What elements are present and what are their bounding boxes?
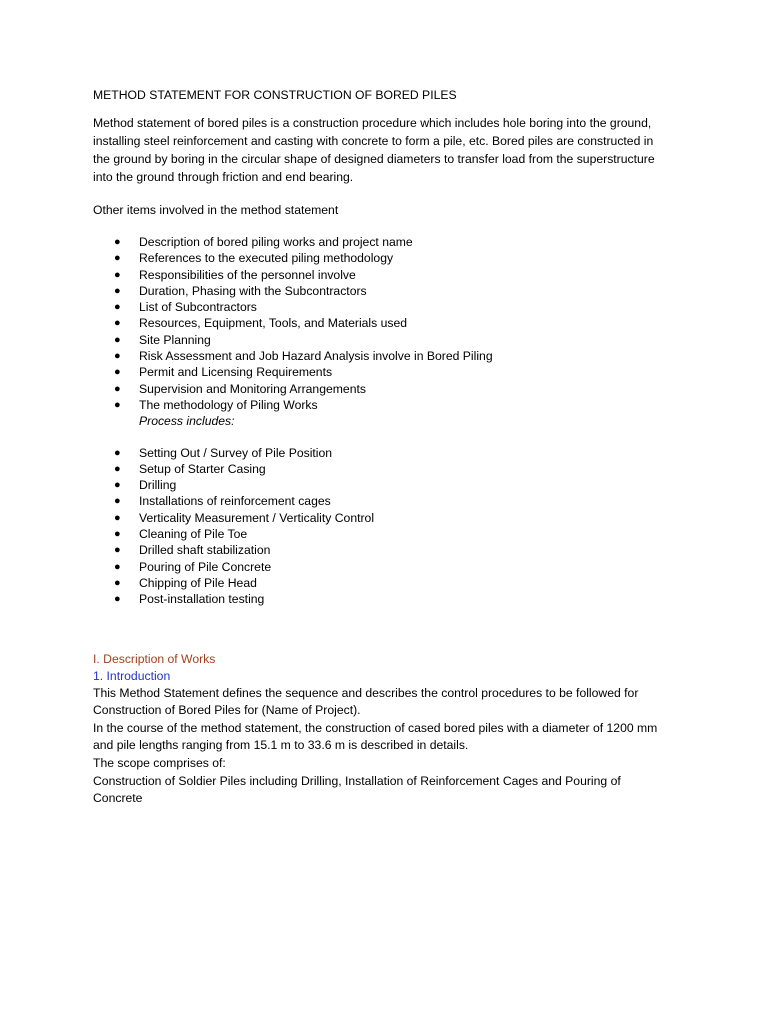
process-item	[93, 575, 673, 591]
other-items-item-text: Site Planning	[139, 332, 211, 347]
bullet-icon: ●	[114, 398, 121, 411]
other-items-item-text: Description of bored piling works and project name	[139, 235, 413, 249]
process-item-text: Setting Out / Survey of Pile Position	[139, 445, 333, 460]
section-heading-description-of-works: I. Description of Works	[93, 651, 216, 666]
process-item	[93, 559, 673, 575]
process-item-text: Post-installation testing	[139, 592, 265, 607]
other-items-item	[93, 234, 673, 250]
bullet-icon: ●	[114, 511, 121, 524]
subsection-heading-introduction: 1. Introduction	[93, 668, 171, 683]
introduction-text	[93, 685, 673, 808]
process-item-text: Drilled shaft stabilization	[139, 543, 271, 558]
other-items-item-text: The methodology of Piling Works	[139, 397, 318, 412]
other-items-item	[93, 381, 673, 397]
other-items-item	[93, 250, 673, 266]
bullet-icon: ●	[114, 382, 121, 395]
process-item	[93, 461, 673, 477]
other-items-item	[93, 299, 673, 315]
process-item	[93, 591, 673, 607]
process-item-text: Verticality Measurement / Verticality Control	[139, 510, 375, 525]
process-item-text: Chipping of Pile Head	[139, 575, 257, 590]
other-items-item	[93, 315, 673, 331]
bullet-icon: ●	[114, 333, 121, 346]
bullet-icon: ●	[114, 350, 121, 363]
bullet-icon: ●	[114, 560, 121, 573]
introduction-paragraph: Construction of Soldier Piles including Drilling, Installation of Reinforcement Cages and Pouring of Concrete	[93, 773, 621, 806]
other-items-item-text: List of Subcontractors	[139, 300, 257, 315]
other-items-item-text: Resources, Equipment, Tools, and Materials used	[139, 316, 408, 331]
process-note: Process includes:	[139, 414, 235, 429]
other-items-item-text: Supervision and Monitoring Arrangements	[139, 381, 366, 396]
other-items-item	[93, 332, 673, 348]
other-items-item	[93, 267, 673, 283]
introduction-paragraph: In the course of the method statement, the construction of cased bored piles with a diameter of 1200 mm and pile lengths ranging from 15.1 m to 33.6 m is described in details.	[93, 720, 658, 753]
other-items-item	[93, 364, 673, 380]
bullet-icon: ●	[114, 366, 121, 379]
other-items-item-text: Risk Assessment and Job Hazard Analysis involve in Bored Piling	[139, 349, 493, 364]
bullet-icon: ●	[114, 495, 121, 508]
other-items-item	[93, 397, 673, 413]
other-items-item-text: References to the executed piling methodology	[139, 251, 394, 266]
bullet-icon: ●	[114, 528, 121, 541]
process-item	[93, 477, 673, 493]
process-item-text: Cleaning of Pile Toe	[139, 527, 248, 542]
other-items-item-text: Duration, Phasing with the Subcontractors	[139, 283, 367, 298]
process-item-text: Setup of Starter Casing	[139, 461, 266, 476]
bullet-icon: ●	[114, 252, 121, 265]
document-content	[93, 86, 673, 808]
other-items-list	[93, 234, 673, 413]
introduction-paragraph: This Method Statement defines the sequence and describes the control procedures to be followed for Construction of Bored Piles for (Name of Project).	[93, 685, 639, 718]
bullet-icon: ●	[114, 301, 121, 314]
process-item	[93, 526, 673, 542]
process-item	[93, 542, 673, 558]
other-items-heading: Other items involved in the method statement	[93, 203, 339, 217]
process-item-text: Drilling	[139, 478, 177, 493]
bullet-icon: ●	[114, 446, 121, 459]
process-item	[93, 445, 673, 461]
process-item	[93, 493, 673, 509]
intro-paragraph: Method statement of bored piles is a construction procedure which includes hole boring into the ground, installing steel reinforcement and casting with concrete to form a pile, etc. Bored piles are constructed in the ground by boring in the circular shape of designed diameters to transfer load from the superstructure into the ground through friction and end bearing.	[93, 116, 655, 184]
introduction-paragraph: The scope comprises of:	[93, 755, 226, 770]
process-items-list	[93, 445, 673, 608]
process-item	[93, 510, 673, 526]
bullet-icon: ●	[114, 462, 121, 475]
bullet-icon: ●	[114, 284, 121, 297]
bullet-icon: ●	[114, 544, 121, 557]
bullet-icon: ●	[114, 317, 121, 330]
other-items-item	[93, 283, 673, 299]
bullet-icon: ●	[114, 268, 121, 281]
other-items-item	[93, 348, 673, 364]
other-items-item-text: Responsibilities of the personnel involve	[139, 267, 356, 282]
process-item-text: Pouring of Pile Concrete	[139, 559, 272, 574]
process-item-text: Installations of reinforcement cages	[139, 494, 331, 509]
bullet-icon: ●	[114, 576, 121, 589]
other-items-item-text: Permit and Licensing Requirements	[139, 365, 333, 380]
document-title: METHOD STATEMENT FOR CONSTRUCTION OF BORED PILES	[93, 88, 457, 102]
bullet-icon: ●	[114, 593, 121, 606]
bullet-icon: ●	[114, 479, 121, 492]
bullet-icon: ●	[114, 236, 121, 248]
